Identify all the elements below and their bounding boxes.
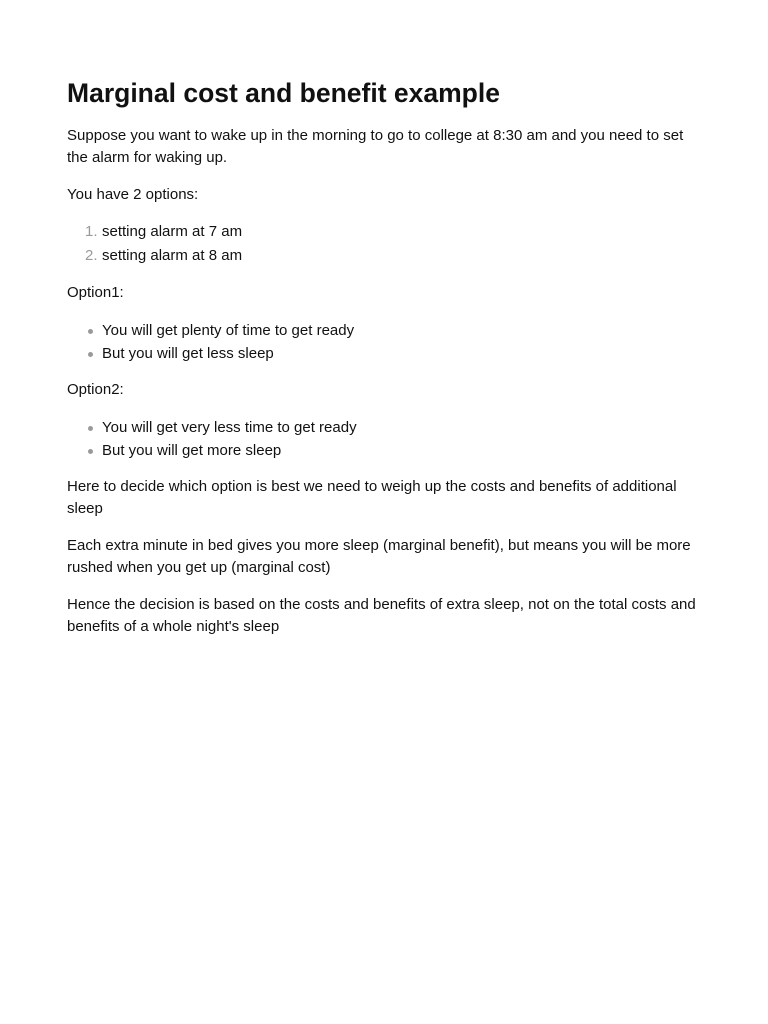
option2-heading: Option2: — [67, 381, 124, 398]
list-item-text: You will get plenty of time to get ready — [102, 322, 355, 339]
list-item — [67, 319, 707, 342]
list-item-text: But you will get less sleep — [102, 345, 274, 362]
option1-points — [67, 319, 707, 365]
bullet-icon — [88, 352, 93, 357]
document-body — [67, 78, 707, 638]
list-item-text: setting alarm at 7 am — [102, 223, 243, 240]
page-title: Marginal cost and benefit example — [67, 78, 500, 108]
list-item-text: You will get very less time to get ready — [102, 419, 357, 436]
list-item — [67, 416, 707, 439]
list-item — [67, 244, 707, 268]
list-item — [67, 220, 707, 244]
list-number: 2. — [85, 247, 98, 264]
options-lead: You have 2 options: — [67, 186, 199, 203]
bullet-icon — [88, 329, 93, 334]
conclusion-paragraph: Hence the decision is based on the costs and benefits of extra sleep, not on the total costs and benefits of a whole night's sleep — [67, 596, 696, 635]
list-item — [67, 342, 707, 365]
list-item-text: setting alarm at 8 am — [102, 247, 243, 264]
decision-paragraph: Here to decide which option is best we need to weigh up the costs and benefits of additional sleep — [67, 478, 677, 517]
option2-points — [67, 416, 707, 462]
options-list — [67, 220, 707, 268]
bullet-icon — [88, 449, 93, 454]
marginal-paragraph: Each extra minute in bed gives you more sleep (marginal benefit), but means you will be more rushed when you get up (marginal cost) — [67, 537, 691, 576]
intro-paragraph: Suppose you want to wake up in the morning to go to college at 8:30 am and you need to set the alarm for waking up. — [67, 127, 684, 166]
list-item-text: But you will get more sleep — [102, 442, 282, 459]
bullet-icon — [88, 426, 93, 431]
list-number: 1. — [85, 223, 98, 240]
list-item — [67, 439, 707, 462]
option1-heading: Option1: — [67, 284, 124, 301]
